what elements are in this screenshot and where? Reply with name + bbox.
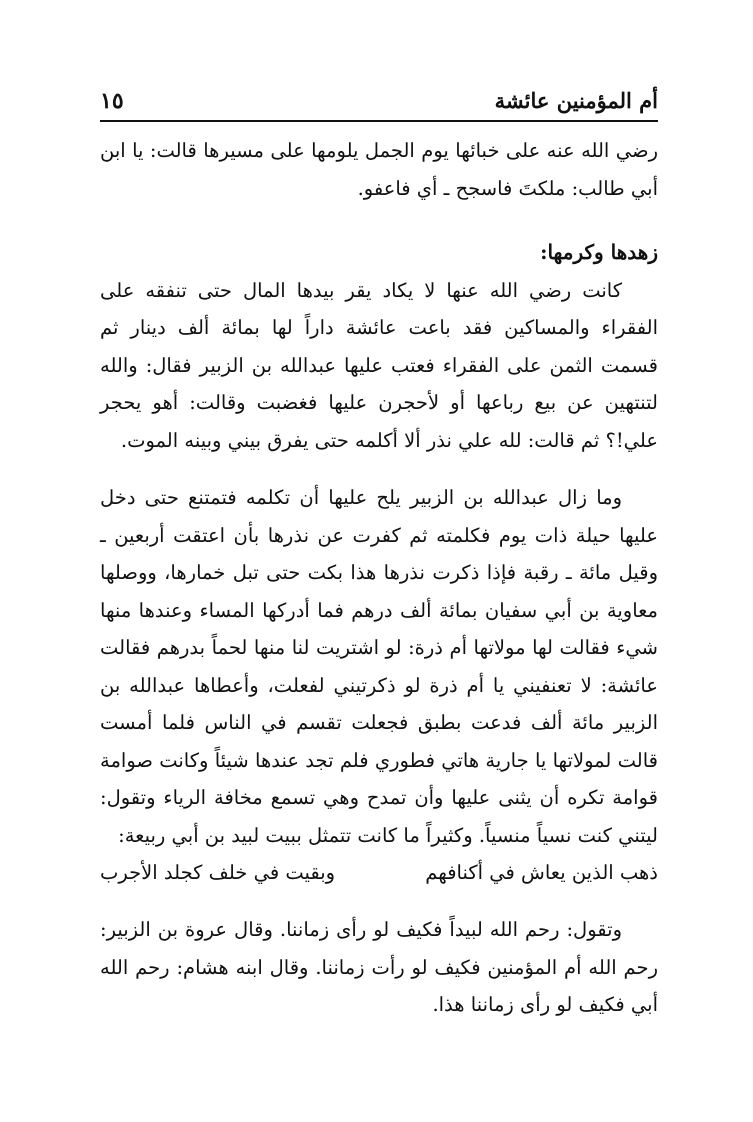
page-number: ١٥	[100, 88, 124, 114]
verse-first-hemistich: ذهب الذين يعاش في أكنافهم	[425, 861, 658, 884]
poetry-verse	[100, 854, 658, 891]
paragraph-continued: رضي الله عنه على خبائها يوم الجمل يلومها على مسيرها قالت: يا ابن أبي طالب: ملكتَ فاسجح ـ أي فاعفو.	[100, 139, 658, 200]
paragraph: كانت رضي الله عنها لا يكاد يقر بيدها المال حتى تنفقه على الفقراء والمساكين فقد باعت عائشة داراً لها بمائة ألف دينار ثم قسمت الثمن على الفقراء فعتب عليها عبدالله بن الزبير فقال: والله لتنتهين عن بيع رباعها أو لأحجرن عليها فغضبت وقالت: أهو يحجر علي!؟ ثم قالت: لله علي نذر ألا أكلمه حتى يفرق بيني وبينه الموت.	[100, 278, 658, 452]
paragraph: وتقول: رحم الله لبيداً فكيف لو رأى زماننا. وقال عروة بن الزبير: رحم الله أم المؤمنين فكيف لو رأت زماننا. وقال ابنه هشام: رحم الله أبي فكيف لو رأى زماننا هذا.	[100, 918, 658, 1016]
running-header	[100, 84, 658, 120]
running-title: أم المؤمنين عائشة	[494, 88, 658, 113]
paragraph: وما زال عبدالله بن الزبير يلح عليها أن تكلمه فتمتنع حتى دخل عليها حيلة ذات يوم فكلمته ثم كفرت عن نذرها بأن اعتقت أربعين ـ وقيل مائة ـ رقبة فإذا ذكرت نذرها هذا بكت حتى تبل خمارها، ووصلها معاوية بن أبي سفيان بمائة ألف درهم فما أدركها المساء وعندها منها شيء فقالت لها مولاتها أم ذرة: لو اشتريت لنا منها لحماً بدرهم فقالت عائشة: لا تعنفيني يا أم ذرة لو ذكرتيني لفعلت، وأعطاها عبدالله بن الزبير مائة ألف فدعت بطبق فجعلت تقسم في الناس فلما أمست قالت لمولاتها يا جارية هاتي فطوري فلم تجد عندها شيئاً وكانت صوامة قوامة تكره أن يثنى عليها وأن تمدح وهي تسمع مخافة الرياء وتقول: ليتني كنت نسياً منسياً. وكثيراً ما كانت تتمثل ببيت لبيد بن أبي ربيعة:	[100, 486, 658, 847]
header-rule	[100, 120, 658, 122]
verse-second-hemistich: وبقيت في خلف كجلد الأجرب	[100, 861, 336, 884]
body-text	[100, 132, 658, 1024]
section-heading: زهدها وكرمها:	[540, 240, 658, 264]
